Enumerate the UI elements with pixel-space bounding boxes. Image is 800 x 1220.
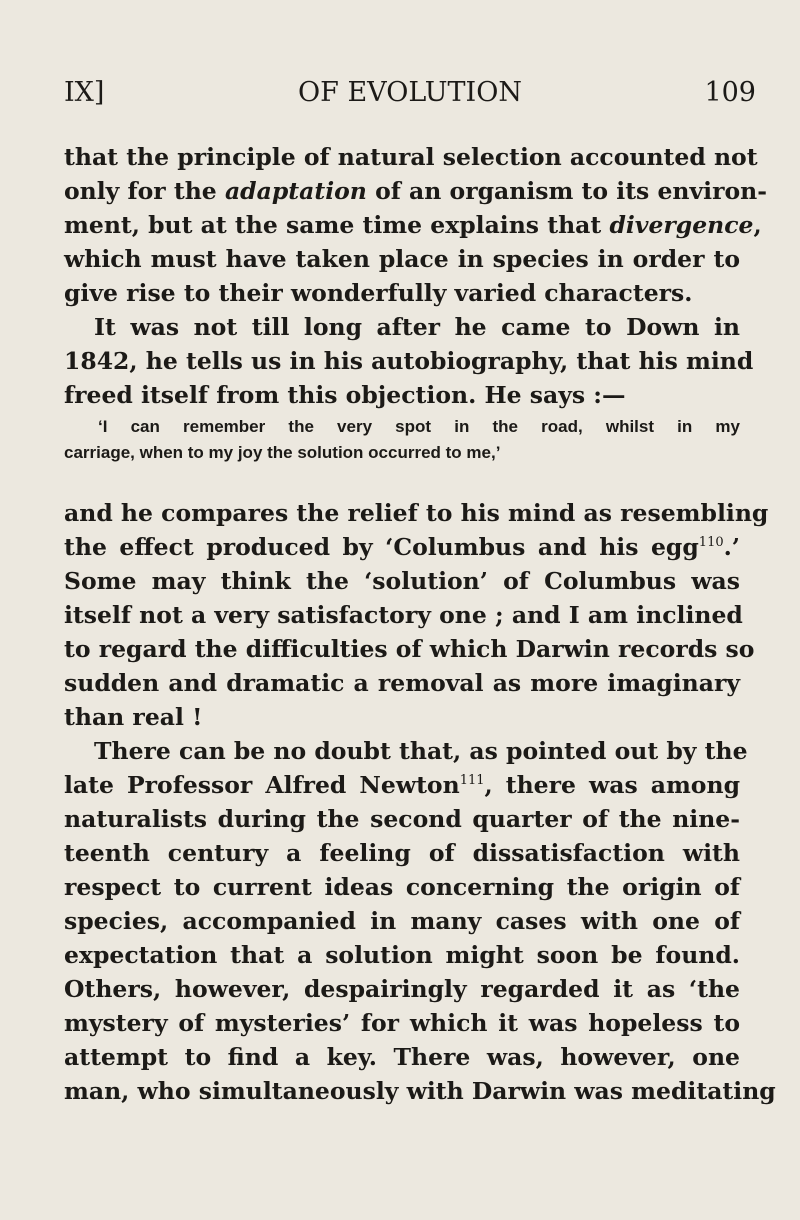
text-line: 1842, he tells us in his autobiography, that his mind: [64, 347, 754, 375]
text-line: the effect produced by ‘Columbus and his egg$^{110}$.’: [64, 533, 740, 561]
emphasis-adaptation: adaptation: [224, 177, 367, 205]
paragraph-down-1842: [64, 310, 754, 412]
running-header: [64, 76, 756, 110]
text-line: and he compares the relief to his mind as resembling: [64, 499, 769, 527]
text-line: give rise to their wonderfully varied characters.: [64, 279, 693, 307]
text-line: that the principle of natural selection accounted not: [64, 143, 758, 171]
text-line: teenth century a feeling of dissatisfaction with: [64, 839, 740, 867]
text-line: Some may think the ‘solution’ of Columbus was: [64, 567, 740, 595]
text-line: naturalists during the second quarter of the nine-: [64, 805, 740, 833]
text-line: man, who simultaneously with Darwin was meditating: [64, 1077, 776, 1105]
text-line: species, accompanied in many cases with one of: [64, 907, 740, 935]
text-line: mystery of mysteries’ for which it was hopeless to: [64, 1009, 740, 1037]
text-line: only for the adaptation of an organism to its environ-: [64, 177, 767, 205]
paragraph-columbus: [64, 496, 769, 734]
footnote-ref-111: 111: [459, 773, 485, 789]
footnote-ref-110: 110: [698, 535, 724, 551]
text-line: to regard the difficulties of which Darwin records so: [64, 635, 755, 663]
text-line: expectation that a solution might soon be found.: [64, 941, 740, 969]
quote-line: ‘I can remember the very spot in the road, whilst in my: [98, 417, 740, 436]
text-line: which must have taken place in species in order to: [64, 245, 740, 273]
text-line: respect to current ideas concerning the origin of: [64, 873, 740, 901]
text-line: attempt to find a key. There was, however, one: [64, 1043, 740, 1071]
text-line: freed itself from this objection. He says :—: [64, 381, 626, 409]
text-line: than real !: [64, 703, 203, 731]
paragraph-newton: [64, 734, 776, 1108]
chapter-number: IX]: [64, 77, 105, 108]
text-line: itself not a very satisfactory one ; and I am inclined: [64, 601, 743, 629]
paragraph-selection-principle: [64, 140, 767, 310]
text-line: sudden and dramatic a removal as more imaginary: [64, 669, 740, 697]
block-quote: [64, 414, 740, 466]
page-number: 109: [704, 77, 756, 108]
quote-line: carriage, when to my joy the solution occurred to me,’: [64, 443, 501, 462]
text-line: There can be no doubt that, as pointed out by the: [94, 737, 748, 765]
text-line: Others, however, despairingly regarded it as ‘the: [64, 975, 740, 1003]
text-line: late Professor Alfred Newton$^{111}$, there was among: [64, 771, 740, 799]
emphasis-divergence: divergence: [609, 211, 754, 239]
running-title: OF EVOLUTION: [298, 77, 522, 108]
text-line: ment, but at the same time explains that divergence,: [64, 211, 762, 239]
text-line: It was not till long after he came to Down in: [94, 313, 740, 341]
